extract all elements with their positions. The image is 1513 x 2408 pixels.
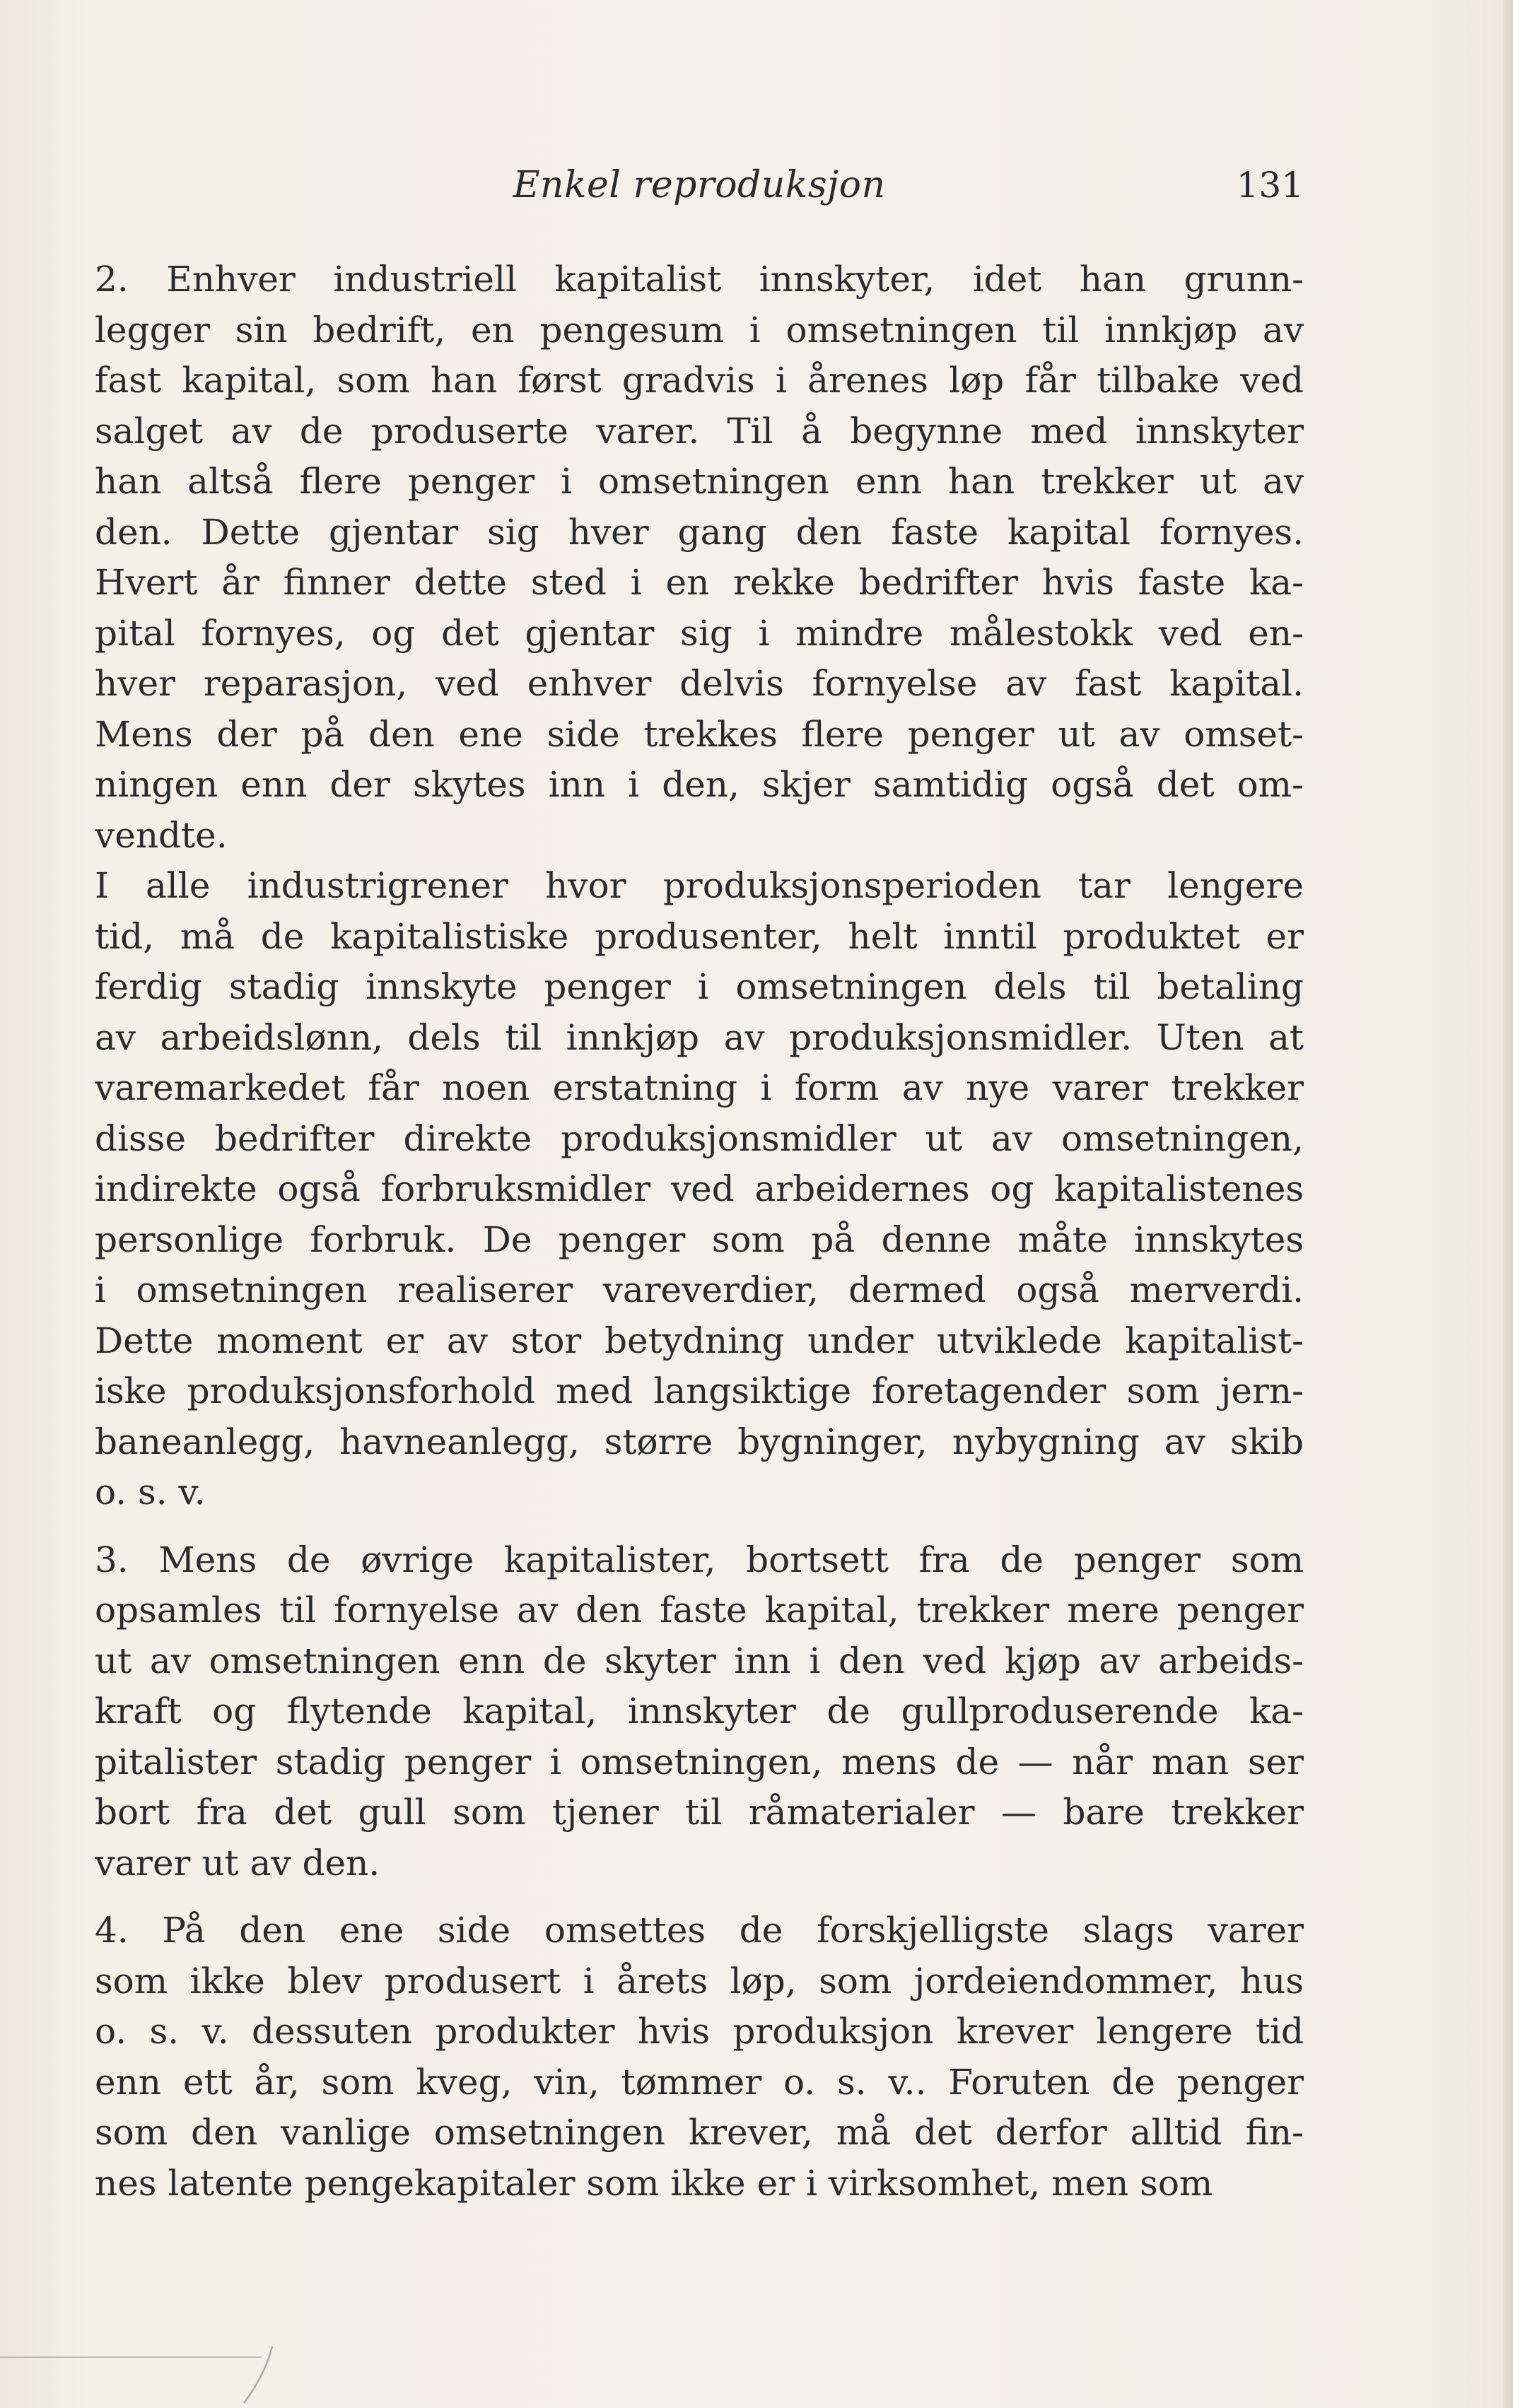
text-line: legger sin bedrift, en pengesum i omsetningen til innkjøp av <box>95 309 1304 351</box>
text-line: ningen enn der skytes inn i den, skjer samtidig også det om- <box>95 764 1304 805</box>
text-line: o. s. v. <box>95 1472 206 1513</box>
page-number: 131 <box>1236 165 1304 206</box>
text-line: den. Dette gjentar sig hver gang den faste kapital fornyes. <box>95 511 1304 553</box>
text-line: pitalister stadig penger i omsetningen, mens de — når man ser <box>95 1741 1304 1782</box>
running-title: Enkel reproduksjon <box>513 164 886 206</box>
text-line: iske produksjonsforhold med langsiktige foretagender som jern- <box>95 1370 1304 1411</box>
text-line: ut av omsetningen enn de skyter inn i den ved kjøp av arbeids- <box>95 1640 1304 1681</box>
text-line: Mens der på den ene side trekkes flere penger ut av omset- <box>95 713 1304 755</box>
running-head <box>95 157 1304 213</box>
text-line: kraft og flytende kapital, innskyter de gullproduserende ka- <box>95 1691 1304 1732</box>
text-line: av arbeidslønn, dels til innkjøp av produksjonsmidler. Uten at <box>95 1016 1304 1058</box>
paragraph <box>95 1535 1304 1889</box>
text-line: Dette moment er av stor betydning under utviklede kapitalist- <box>95 1320 1304 1361</box>
text-line: hver reparasjon, ved enhver delvis fornyelse av fast kapital. <box>95 663 1304 704</box>
text-line: nes latente pengekapitaler som ikke er i virksomhet, men som <box>95 2162 1213 2204</box>
text-line: ferdig stadig innskyte penger i omsetningen dels til betaling <box>95 966 1304 1007</box>
text-line: personlige forbruk. De penger som på denne måte innskytes <box>95 1218 1304 1260</box>
text-line: 3. Mens de øvrige kapitalister, bortsett fra de penger som <box>95 1539 1304 1580</box>
text-line: i omsetningen realiserer vareverdier, dermed også merverdi. <box>95 1269 1304 1310</box>
text-line: vendte. <box>95 814 228 856</box>
text-line: salget av de produserte varer. Til å begynne med innskyter <box>95 410 1304 452</box>
text-line: opsamles til fornyelse av den faste kapital, trekker mere penger <box>95 1590 1304 1631</box>
paragraph-gap <box>95 1518 1304 1535</box>
paragraph <box>95 861 1304 1518</box>
text-line: 4. På den ene side omsettes de forskjelligste slags varer <box>95 1910 1304 1951</box>
text-line: enn ett år, som kveg, vin, tømmer o. s. v.. Foruten de penger <box>95 2061 1304 2103</box>
text-line: han altså flere penger i omsetningen enn han trekker ut av <box>95 461 1304 502</box>
text-line: indirekte også forbruksmidler ved arbeidernes og kapitalistenes <box>95 1168 1304 1209</box>
text-line: som den vanlige omsetningen krever, må det derfor alltid fin- <box>95 2112 1304 2153</box>
text-line: pital fornyes, og det gjentar sig i mindre målestokk ved en- <box>95 612 1304 654</box>
text-line: 2. Enhver industriell kapitalist innskyter, idet han grunn- <box>95 259 1304 300</box>
body-text <box>95 254 1304 2209</box>
text-line: o. s. v. dessuten produkter hvis produksjon krever lengere tid <box>95 2011 1304 2052</box>
text-line: som ikke blev produsert i årets løp, som jordeiendommer, hus <box>95 1960 1304 2002</box>
text-line: varemarkedet får noen erstatning i form av nye varer trekker <box>95 1067 1304 1108</box>
pencil-mark-drawing <box>0 2290 297 2408</box>
page-edge-shadow <box>1503 0 1513 2408</box>
paragraph-gap <box>95 1889 1304 1905</box>
paragraph <box>95 254 1304 861</box>
text-line: varer ut av den. <box>95 1842 380 1884</box>
paragraph <box>95 1905 1304 2209</box>
text-line: bort fra det gull som tjener til råmaterialer — bare trekker <box>95 1792 1304 1833</box>
text-line: fast kapital, som han først gradvis i årenes løp får tilbake ved <box>95 360 1304 401</box>
text-line: disse bedrifter direkte produksjonsmidler ut av omsetningen, <box>95 1117 1304 1159</box>
text-line: baneanlegg, havneanlegg, større bygninger, nybygning av skib <box>95 1421 1304 1462</box>
text-line: I alle industrigrener hvor produksjonsperioden tar lengere <box>95 865 1304 906</box>
text-line: tid, må de kapitalistiske produsenter, helt inntil produktet er <box>95 915 1304 957</box>
text-line: Hvert år finner dette sted i en rekke bedrifter hvis faste ka- <box>95 562 1304 603</box>
